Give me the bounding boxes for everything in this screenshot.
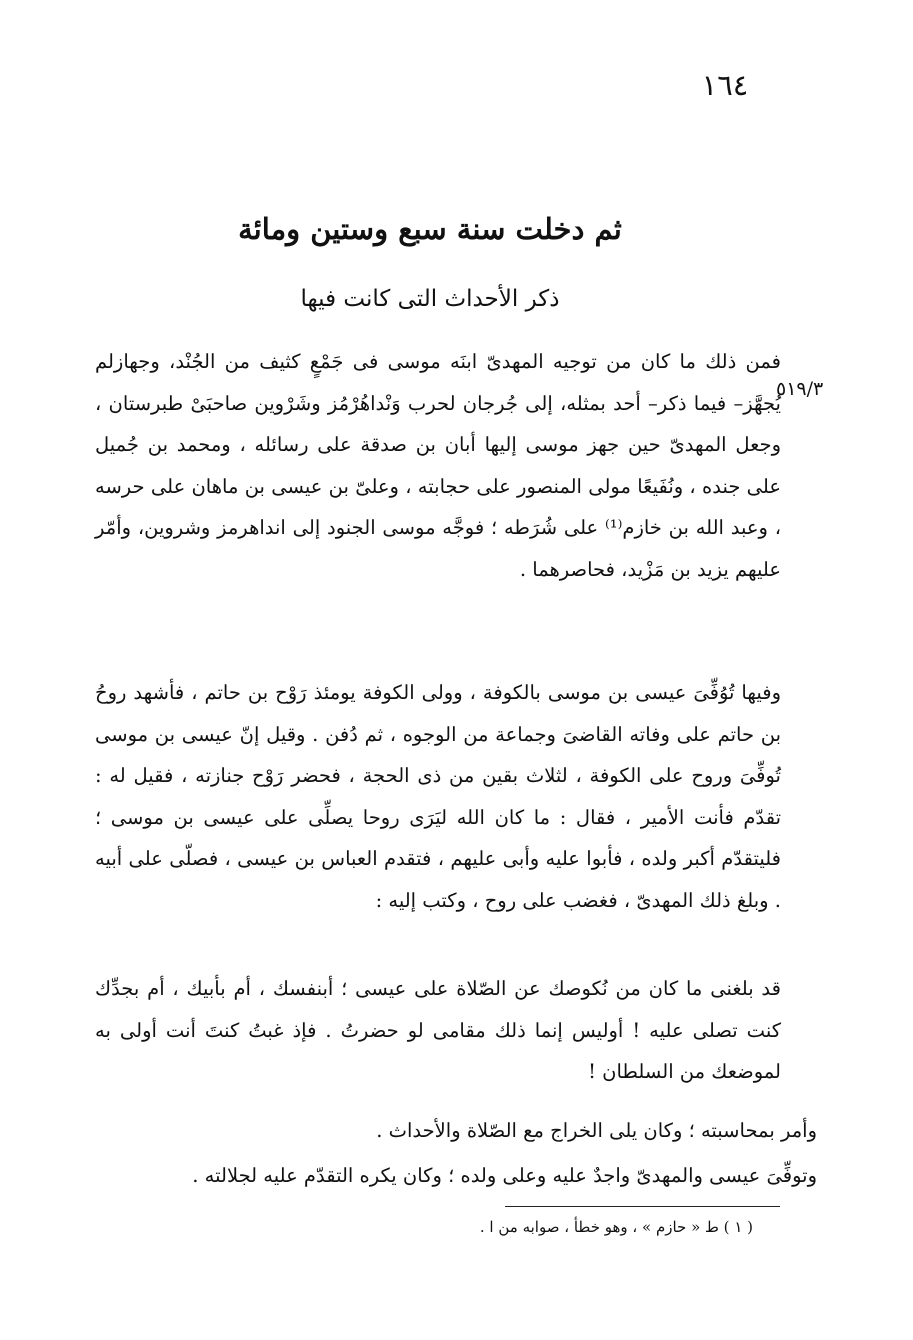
chapter-title: ثم دخلت سنة سبع وستين ومائة <box>238 212 622 246</box>
paragraph: وفيها تُوُفِّىَ عيسى بن موسى بالكوفة ، وولى الكوفة يومئذ رَوْح بن حاتم ، فأشهد روحُ بن حاتم على وفاته القاضىَ وجماعة من الوجوه ، ثم دُفن . وقيل إنّ عيسى بن موسى تُوفِّىَ وروح على الكوفة ، لثلاث بقين من ذى الحجة ، فحضر رَوْح جنازته ، فقيل له : تقدّم فأنت الأمير ، فقال : ما كان الله ليَرَى روحا يصلِّى على عيسى بن موسى ؛ فليتقدّم أكبر ولده ، فأبوا عليه وأبى عليهم ، فتقدم العباس بن عيسى ، فصلّى على أبيه . وبلغ ذلك المهدىّ ، فغضب على روح ، وكتب إليه : <box>95 681 781 912</box>
paragraph: قد بلغنى ما كان من نُكوصك عن الصّلاة على عيسى ؛ أبنفسك ، أم بأبيك ، أم بجدِّك كنت تصلى عليه ! أوليس إنما ذلك مقامى لو حضرتُ . فإذ غبتُ كنتَ أنت أولى به لموضعك من السلطان ! <box>95 977 781 1084</box>
paragraph: وأمر بمحاسبته ؛ وكان يلى الخراج مع الصّلاة والأحداث . <box>376 1119 817 1142</box>
section-subtitle: ذكر الأحداث التى كانت فيها <box>300 286 560 312</box>
paragraph: وتوفِّىَ عيسى والمهدىّ واجدٌ عليه وعلى ولده ؛ وكان يكره التقدّم عليه لجلالته . <box>192 1164 817 1187</box>
margin-reference: ٥١٩/٣ <box>776 378 824 400</box>
footnote: ( ١ ) ط « حازم » ، وهو خطأ ، صوابه من ا . <box>479 1218 753 1236</box>
page-number: ١٦٤ <box>701 68 749 102</box>
footnote-divider <box>505 1206 780 1207</box>
paragraph: فمن ذلك ما كان من توجيه المهدىّ ابنَه موسى فى جَمْعٍ كثيف من الجُنْد، وجهازلم يُجهَّز– فيما ذكر– أحد بمثله، إلى جُرجان لحرب وَنْداهُرْمُز وشَرْوين صاحبَىْ طبرستان ، وجعل المهدىّ حين جهز موسى إليها أبان بن صدقة على رسائله ، ومحمد بن جُميل على جنده ، ونُفَيعًا مولى المنصور على حجابته ، وعلىّ بن عيسى بن ماهان على حرسه ، وعبد الله بن خازم⁽¹⁾ على شُرَطه ؛ فوجَّه موسى الجنود إلى انداهرمز وشروين، وأمّر عليهم يزيد بن مَزْيد، فحاصرهما . <box>95 350 781 581</box>
